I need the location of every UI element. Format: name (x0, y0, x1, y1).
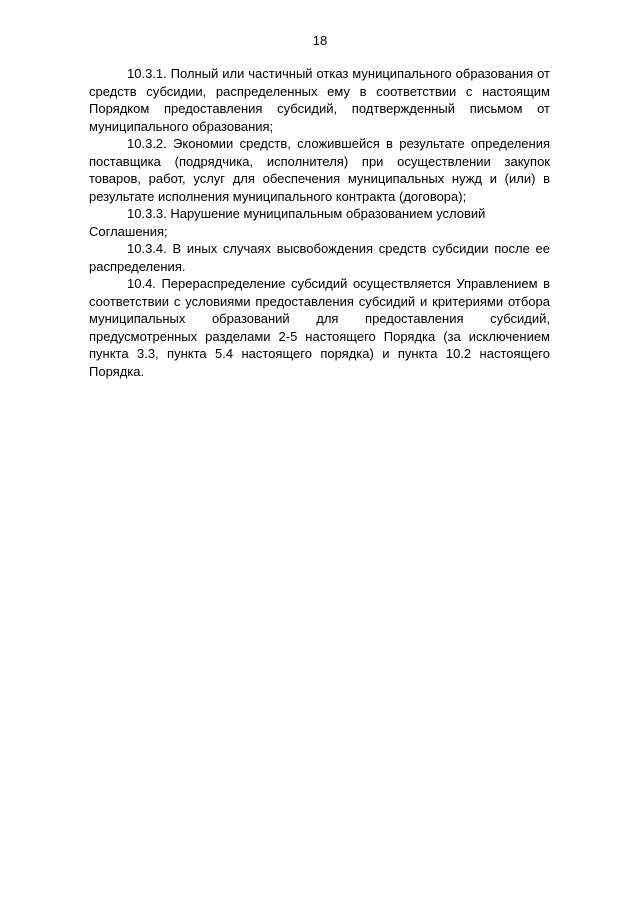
document-body (89, 65, 550, 380)
paragraph-10-4: 10.4. Перераспределение субсидий осуществляется Управлением в соответствии с условиями предоставления субсидий и критериями отбора муниципальных образований для предоставления субсидий, предусмотренных разделами 2-5 настоящего Порядка (за исключением пункта 3.3, пункта 5.4 настоящего порядка) и пункта 10.2 настоящего Порядка. (89, 276, 550, 379)
paragraph-10-3-1: 10.3.1. Полный или частичный отказ муниципального образования от средств субсидии, распределенных ему в соответствии с настоящим Порядком предоставления субсидий, подтвержденный письмом от муниципального образования; (89, 66, 550, 134)
paragraph-10-3-3: 10.3.3. Нарушение муниципальным образованием условий Соглашения; (89, 206, 486, 239)
paragraph-10-3-4: 10.3.4. В иных случаях высвобождения средств субсидии после ее распределения. (89, 241, 550, 274)
paragraph-10-3-2: 10.3.2. Экономии средств, сложившейся в результате определения поставщика (подрядчика, исполнителя) при осуществлении закупок товаров, работ, услуг для обеспечения муниципальных нужд и (или) в результате исполнения муниципального контракта (договора); (89, 136, 550, 204)
page-number: 18 (312, 33, 328, 48)
